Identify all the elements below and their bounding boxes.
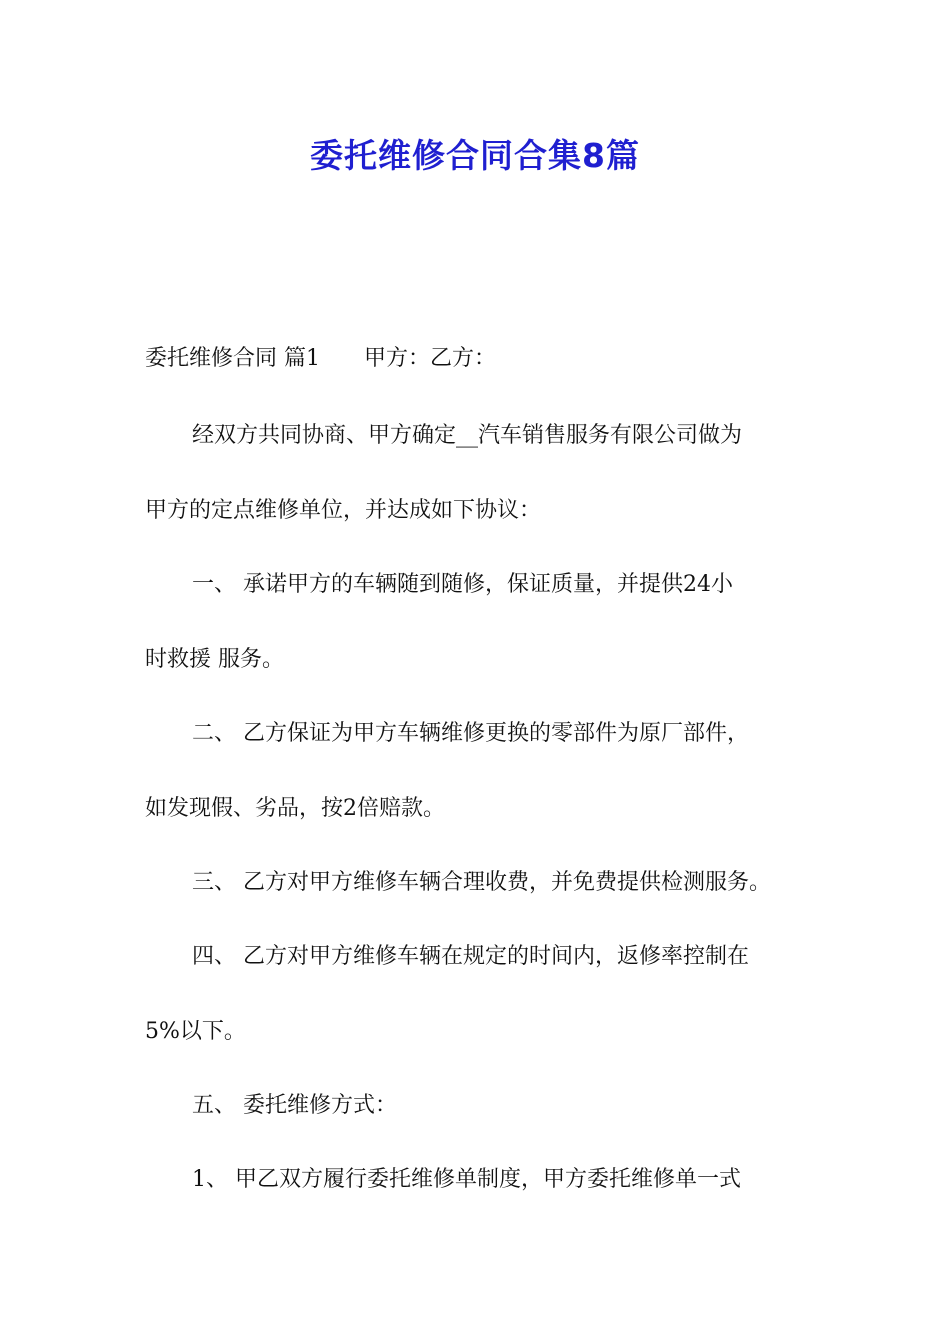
paragraph-line: 经双方共同协商、甲方确定__汽车销售服务有限公司做为 (192, 423, 743, 448)
paragraph-line: 甲方的定点维修单位，并达成如下协议： (145, 498, 542, 523)
section-heading: 委托维修合同 篇1 (145, 346, 320, 371)
clause-line: 四、 乙方对甲方维修车辆在规定的时间内，返修率控制在 (192, 944, 749, 969)
clause-line: 五、 委托维修方式： (192, 1093, 397, 1118)
clause-line: 时救援 服务。 (145, 647, 284, 672)
clause-line: 三、 乙方对甲方维修车辆合理收费，并免费提供检测服务。 (192, 870, 771, 895)
parties-label: 甲方：乙方： (364, 346, 497, 371)
clause-line: 一、 承诺甲方的车辆随到随修，保证质量，并提供24小 (192, 572, 733, 597)
clause-line: 5%以下。 (145, 1019, 246, 1044)
document-title: 委托维修合同合集8篇 (310, 136, 640, 175)
clause-line: 1、 甲乙双方履行委托维修单制度，甲方委托维修单一式 (192, 1167, 741, 1192)
clause-line: 二、 乙方保证为甲方车辆维修更换的零部件为原厂部件， (192, 721, 749, 746)
section-heading-line (145, 345, 815, 373)
clause-line: 如发现假、劣品，按2倍赔款。 (145, 796, 445, 821)
